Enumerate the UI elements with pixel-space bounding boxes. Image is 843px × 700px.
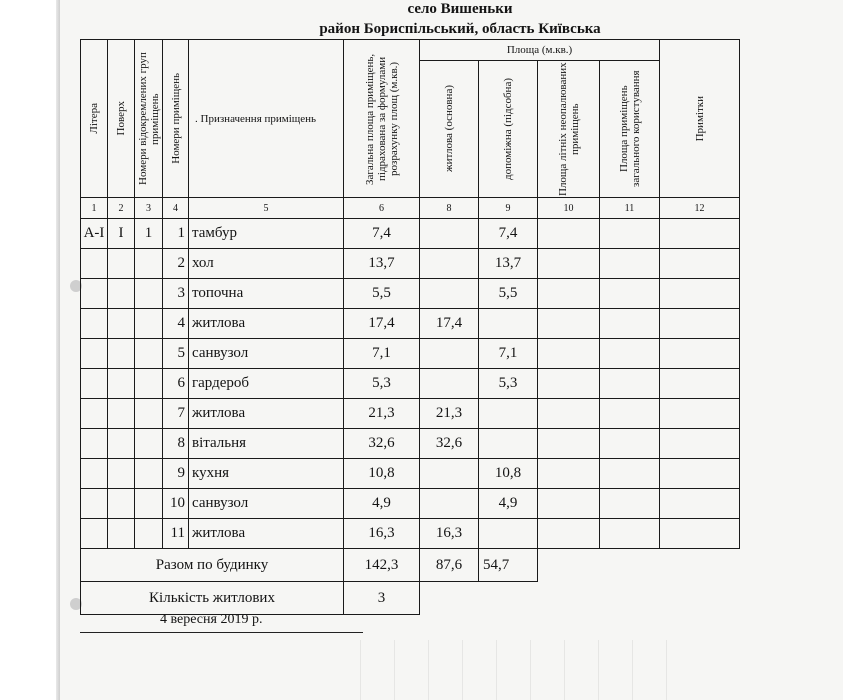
room-number-cell: 7 [163,399,189,429]
summer-area-cell [538,279,600,309]
aux-area-cell: 4,9 [479,489,538,519]
litera-cell [81,369,108,399]
notes-cell [660,399,740,429]
summer-area-cell [538,459,600,489]
living-area-cell: 32,6 [420,429,479,459]
aux-area-cell [479,399,538,429]
signature-line [80,632,363,633]
column-number: 5 [189,198,344,219]
living-area-cell [420,339,479,369]
room-name-cell: санвузол [189,489,344,519]
litera-cell [81,339,108,369]
rooms-table [80,39,740,615]
common-area-cell [600,339,660,369]
column-number: 9 [479,198,538,219]
room-name-cell: гардероб [189,369,344,399]
table-row [81,369,740,399]
col-header-living: житлова (основна) [420,61,479,198]
room-number-cell: 11 [163,519,189,549]
room-number-cell: 4 [163,309,189,339]
room-number-cell: 10 [163,489,189,519]
summer-area-cell [538,399,600,429]
living-area-cell [420,249,479,279]
notes-cell [660,339,740,369]
group-cell [135,309,163,339]
table-row [81,459,740,489]
litera-cell [81,489,108,519]
summer-area-cell [538,219,600,249]
common-area-cell [600,279,660,309]
col-header-summer-area: Площа літніх неопалюваних приміщень [538,61,600,198]
bleed-through-lines [360,640,700,700]
room-number-cell: 1 [163,219,189,249]
room-name-cell: хол [189,249,344,279]
totals-row [81,549,740,582]
living-area-cell [420,459,479,489]
col-header-common-area: Площа приміщень загального користування [600,61,660,198]
living-area-cell [420,369,479,399]
total-area-cell: 13,7 [344,249,420,279]
aux-area-cell: 7,1 [479,339,538,369]
totals-total-area: 142,3 [344,549,420,582]
notes-cell [660,309,740,339]
table-row [81,309,740,339]
litera-cell [81,399,108,429]
total-area-cell: 17,4 [344,309,420,339]
summer-area-cell [538,309,600,339]
col-header-auxiliary: допоміжна (підсобна) [479,61,538,198]
notes-cell [660,519,740,549]
document-date: 4 вересня 2019 р. [160,612,263,627]
common-area-cell [600,249,660,279]
column-number-row [81,198,740,219]
col-header-purpose: . Призначення приміщень [189,40,344,198]
room-number-cell: 9 [163,459,189,489]
aux-area-cell [479,429,538,459]
totals-living-area: 87,6 [420,549,479,582]
total-area-cell: 7,4 [344,219,420,249]
notes-cell [660,219,740,249]
room-name-cell: санвузол [189,339,344,369]
floor-cell [108,519,135,549]
total-area-cell: 5,3 [344,369,420,399]
room-name-cell: житлова [189,519,344,549]
common-area-cell [600,309,660,339]
group-cell [135,459,163,489]
total-area-cell: 21,3 [344,399,420,429]
table-row [81,399,740,429]
room-rows [81,219,740,549]
room-number-cell: 3 [163,279,189,309]
total-area-cell: 10,8 [344,459,420,489]
floor-cell [108,279,135,309]
common-area-cell [600,219,660,249]
litera-cell [81,279,108,309]
floor-cell: І [108,219,135,249]
group-cell [135,489,163,519]
common-area-cell [600,459,660,489]
room-name-cell: топочна [189,279,344,309]
table-row [81,519,740,549]
column-number: 6 [344,198,420,219]
table-row [81,219,740,249]
table-row [81,249,740,279]
notes-cell [660,459,740,489]
litera-cell [81,309,108,339]
aux-area-cell: 5,5 [479,279,538,309]
col-header-total-area: Загальна площа приміщень, підрахована за формулами розрахунку площ (м.кв.) [344,40,420,198]
column-number: 11 [600,198,660,219]
floor-cell [108,369,135,399]
common-area-cell [600,489,660,519]
group-cell: 1 [135,219,163,249]
total-area-cell: 5,5 [344,279,420,309]
summer-area-cell [538,369,600,399]
room-number-cell: 2 [163,249,189,279]
total-area-cell: 7,1 [344,339,420,369]
table-row [81,279,740,309]
table-row [81,429,740,459]
living-area-cell [420,219,479,249]
aux-area-cell: 5,3 [479,369,538,399]
summer-area-cell [538,489,600,519]
room-name-cell: кухня [189,459,344,489]
summer-area-cell [538,519,600,549]
table-row [81,339,740,369]
litera-cell: А-І [81,219,108,249]
common-area-cell [600,519,660,549]
aux-area-cell [479,519,538,549]
room-number-cell: 6 [163,369,189,399]
summer-area-cell [538,339,600,369]
district-heading: район Бориспільський, область Київська [319,21,601,37]
notes-cell [660,429,740,459]
column-number: 2 [108,198,135,219]
room-name-cell: вітальня [189,429,344,459]
group-cell [135,519,163,549]
group-cell [135,249,163,279]
living-area-cell: 17,4 [420,309,479,339]
col-header-notes: Примітки [660,40,740,198]
group-cell [135,369,163,399]
group-cell [135,339,163,369]
common-area-cell [600,399,660,429]
totals-label: Разом по будинку [81,549,344,582]
aux-area-cell: 7,4 [479,219,538,249]
litera-cell [81,519,108,549]
col-header-area-group: Площа (м.кв.) [420,40,660,61]
litera-cell [81,459,108,489]
room-name-cell: житлова [189,309,344,339]
room-name-cell: житлова [189,399,344,429]
total-area-cell: 32,6 [344,429,420,459]
floor-cell [108,309,135,339]
floor-cell [108,429,135,459]
living-area-cell: 21,3 [420,399,479,429]
floor-cell [108,399,135,429]
column-number: 4 [163,198,189,219]
living-count-label: Кількість житлових [81,582,344,615]
living-area-cell: 16,3 [420,519,479,549]
column-number: 8 [420,198,479,219]
totals-aux-area: 54,7 [479,549,538,582]
total-area-cell: 16,3 [344,519,420,549]
notes-cell [660,279,740,309]
total-area-cell: 4,9 [344,489,420,519]
aux-area-cell: 13,7 [479,249,538,279]
village-heading: село Вишеньки [407,1,513,17]
floor-cell [108,339,135,369]
group-cell [135,399,163,429]
room-number-cell: 5 [163,339,189,369]
notes-cell [660,369,740,399]
floor-cell [108,249,135,279]
floor-cell [108,459,135,489]
col-header-poverkh: Поверх [108,40,135,198]
col-header-litera: Літера [81,40,108,198]
col-header-group-numbers: Номери відокремлених груп приміщень [135,40,163,198]
litera-cell [81,429,108,459]
living-count-row [81,582,740,615]
group-cell [135,429,163,459]
summer-area-cell [538,429,600,459]
col-header-room-numbers: Номери приміщень [163,40,189,198]
table-row [81,489,740,519]
column-number: 10 [538,198,600,219]
common-area-cell [600,369,660,399]
living-area-cell [420,279,479,309]
living-count-value: 3 [344,582,420,615]
aux-area-cell: 10,8 [479,459,538,489]
floor-cell [108,489,135,519]
room-number-cell: 8 [163,429,189,459]
group-cell [135,279,163,309]
column-number: 3 [135,198,163,219]
room-name-cell: тамбур [189,219,344,249]
notes-cell [660,249,740,279]
table-header-row [81,40,740,61]
column-number: 12 [660,198,740,219]
summer-area-cell [538,249,600,279]
notes-cell [660,489,740,519]
living-area-cell [420,489,479,519]
column-number: 1 [81,198,108,219]
litera-cell [81,249,108,279]
common-area-cell [600,429,660,459]
aux-area-cell [479,309,538,339]
